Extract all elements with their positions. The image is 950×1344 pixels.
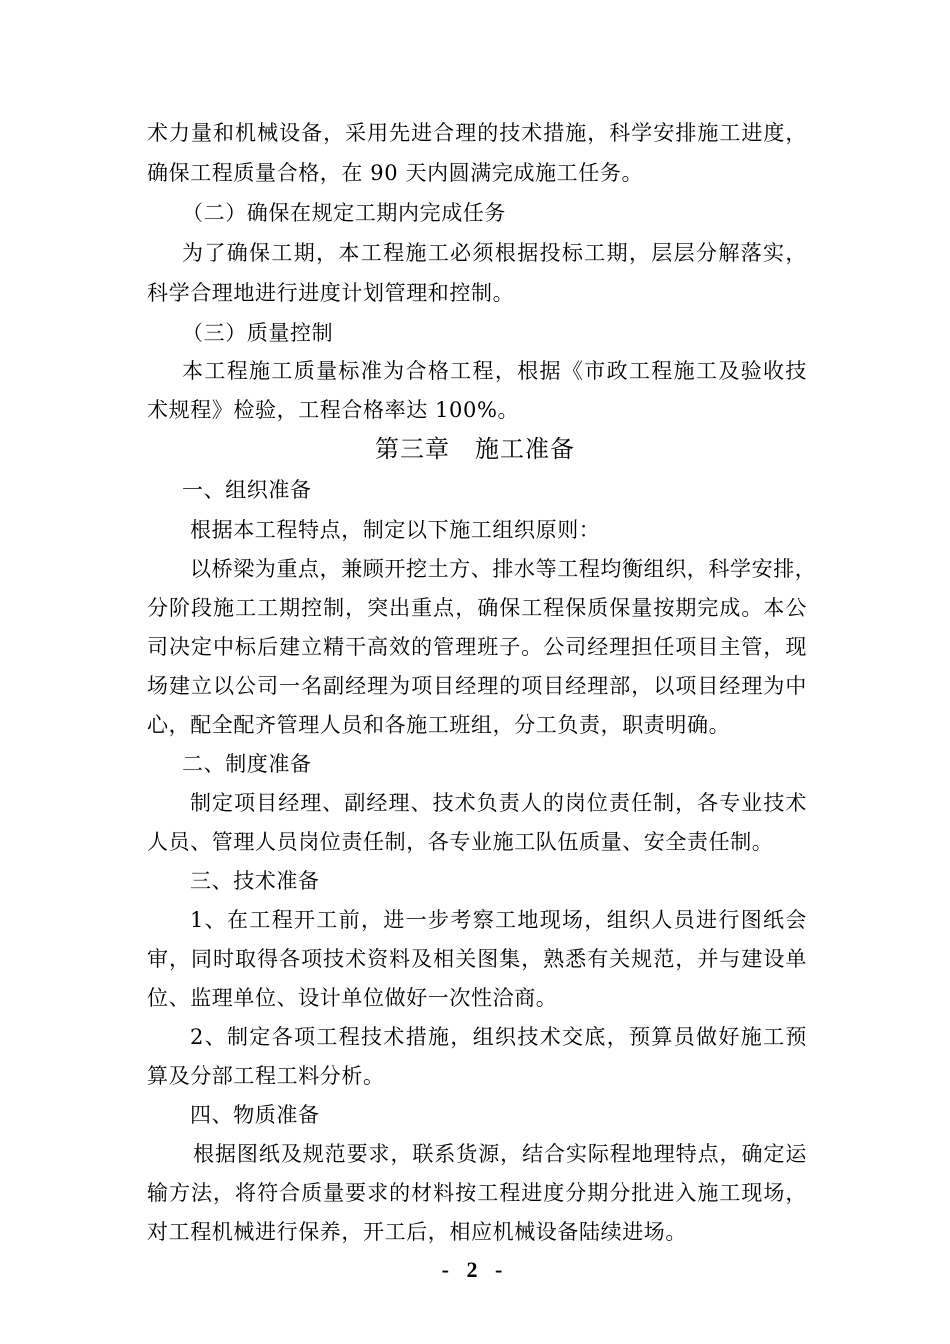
body-line: 司决定中标后建立精干高效的管理班子。公司经理担任项目主管，现 [147, 635, 807, 659]
body-line: 制定项目经理、副经理、技术负责人的岗位责任制，各专业技术 [190, 791, 807, 815]
body-line: 1、在工程开工前，进一步考察工地现场，组织人员进行图纸会 [190, 908, 807, 932]
section-heading: 四、物质准备 [190, 1103, 320, 1127]
section-heading: 二、制度准备 [182, 752, 312, 776]
section-heading: 一、组织准备 [182, 478, 312, 502]
body-line: 算及分部工程工料分析。 [147, 1064, 385, 1088]
body-line: 术力量和机械设备，采用先进合理的技术措施，科学安排施工进度， [147, 121, 807, 145]
body-line: 术规程》检验，工程合格率达 100%。 [147, 398, 520, 422]
body-line: 输方法，将符合质量要求的材料按工程进度分期分批进入施工现场， [147, 1181, 807, 1205]
section-heading: （三）质量控制 [182, 321, 334, 345]
body-line: 位、监理单位、设计单位做好一次性洽商。 [147, 986, 558, 1010]
body-line: 根据图纸及规范要求，联系货源，结合实际程地理特点，确定运 [193, 1142, 807, 1166]
body-line: 对工程机械进行保养，开工后，相应机械设备陆续进场。 [147, 1220, 687, 1244]
body-line: 本工程施工质量标准为合格工程，根据《市政工程施工及验收技 [182, 359, 807, 383]
body-line: 人员、管理人员岗位责任制，各专业施工队伍质量、安全责任制。 [147, 830, 774, 854]
body-line: 确保工程质量合格，在 90 天内圆满完成施工任务。 [147, 161, 644, 185]
body-line: 场建立以公司一名副经理为项目经理的项目经理部，以项目经理为中 [147, 674, 807, 698]
chapter-title: 第三章 施工准备 [375, 435, 575, 463]
body-line: 心，配全配齐管理人员和各施工班组，分工负责，职责明确。 [147, 713, 731, 737]
body-line: 2、制定各项工程技术措施，组织技术交底，预算员做好施工预 [190, 1025, 807, 1049]
section-heading: （二）确保在规定工期内完成任务 [182, 201, 506, 225]
body-line: 以桥梁为重点，兼顾开挖土方、排水等工程均衡组织，科学安排， [190, 557, 817, 581]
section-heading: 三、技术准备 [190, 869, 320, 893]
body-line: 分阶段施工工期控制，突出重点，确保工程保质保量按期完成。本公 [147, 596, 807, 620]
body-line: 科学合理地进行进度计划管理和控制。 [147, 281, 515, 305]
body-line: 为了确保工期，本工程施工必须根据投标工期，层层分解落实， [182, 241, 807, 265]
body-line: 根据本工程特点，制定以下施工组织原则： [190, 518, 601, 542]
page-number: - 2 - [441, 1257, 509, 1282]
body-line: 审，同时取得各项技术资料及相关图集，熟悉有关规范，并与建设单 [147, 947, 807, 971]
